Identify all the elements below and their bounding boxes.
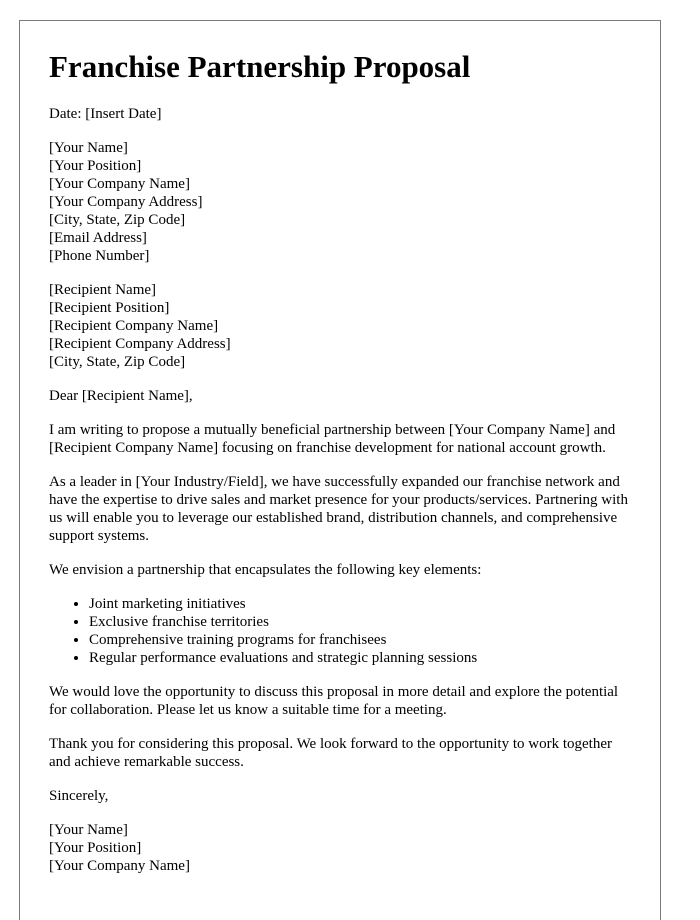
list-item: • Exclusive franchise territories: [89, 613, 631, 631]
key-elements-list: [49, 595, 631, 667]
letter-page: [19, 20, 661, 920]
recipient-position: [Recipient Position]: [49, 300, 170, 316]
intro-paragraph: I am writing to propose a mutually beneficial partnership between [Your Company Name] and [Recipient Company Name] focusing on franchise development for national account growth.: [49, 422, 616, 456]
recipient-company-name: [Recipient Company Name]: [49, 318, 219, 334]
discuss-paragraph: We would love the opportunity to discuss this proposal in more detail and explore the potential for collaboration. Please let us know a suitable time for a meeting.: [49, 684, 619, 718]
list-item: • Joint marketing initiatives: [89, 595, 631, 613]
sender-name: [Your Name]: [49, 140, 128, 156]
list-item: • Regular performance evaluations and strategic planning sessions: [89, 649, 631, 667]
recipient-company-address: [Recipient Company Address]: [49, 336, 231, 352]
letter-title: Franchise Partnership Proposal: [49, 49, 471, 84]
salutation: Dear [Recipient Name],: [49, 388, 193, 404]
recipient-address-block: [49, 281, 631, 371]
recipient-city-state-zip: [City, State, Zip Code]: [49, 354, 186, 370]
thanks-paragraph: Thank you for considering this proposal. We look forward to the opportunity to work together and achieve remarkable success.: [49, 736, 612, 770]
list-item: • Comprehensive training programs for franchisees: [89, 631, 631, 649]
sender-phone: [Phone Number]: [49, 248, 150, 264]
sender-company-address: [Your Company Address]: [49, 194, 203, 210]
signature-name: [Your Name]: [49, 822, 128, 838]
closing: Sincerely,: [49, 788, 109, 804]
sender-address-block: [49, 139, 631, 265]
signature-block: [49, 821, 631, 875]
letter-date: Date: [Insert Date]: [49, 106, 162, 122]
envision-paragraph: We envision a partnership that encapsulates the following key elements:: [49, 562, 482, 578]
sender-city-state-zip: [City, State, Zip Code]: [49, 212, 186, 228]
recipient-name: [Recipient Name]: [49, 282, 157, 298]
sender-position: [Your Position]: [49, 158, 142, 174]
leader-paragraph: As a leader in [Your Industry/Field], we have successfully expanded our franchise network and have the expertise to drive sales and market presence for your products/services. Partnering with us will enable you to leverage our established brand, distribution channels, and comprehensive support systems.: [49, 474, 628, 544]
signature-position: [Your Position]: [49, 840, 142, 856]
signature-company-name: [Your Company Name]: [49, 858, 190, 874]
sender-company-name: [Your Company Name]: [49, 176, 190, 192]
sender-email: [Email Address]: [49, 230, 147, 246]
